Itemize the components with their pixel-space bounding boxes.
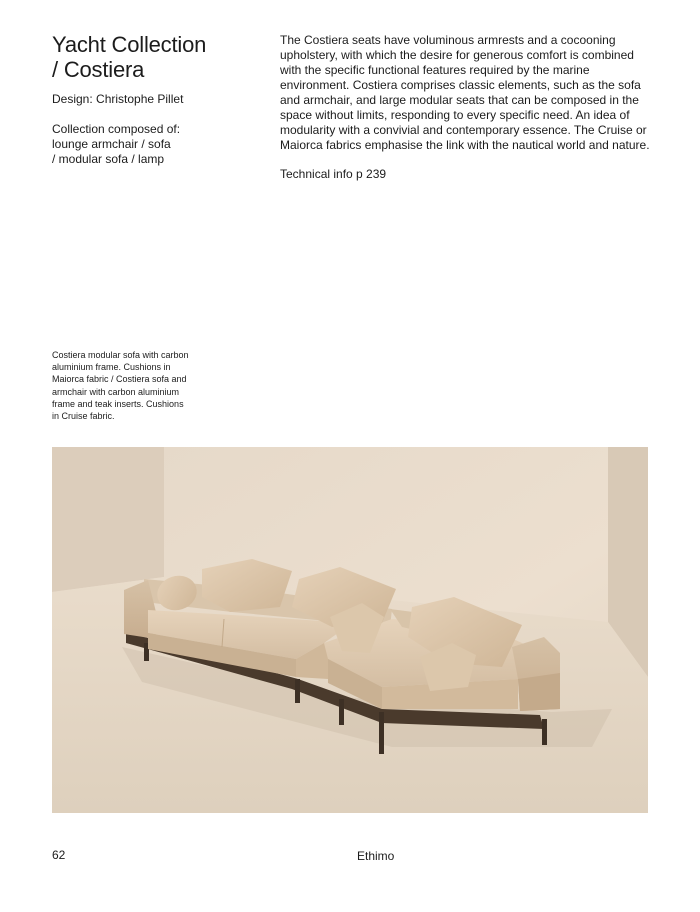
designer-credit: Design: Christophe Pillet <box>52 92 184 106</box>
product-photo <box>52 447 648 813</box>
composition-line-2: lounge armchair / sofa <box>52 137 171 151</box>
photo-caption: Costiera modular sofa with carbon aluminium frame. Cushions in Maiorca fabric / Costiera sofa and armchair with carbon aluminium frame and teak inserts. Cushions in Cruise fabric. <box>52 350 189 422</box>
page-title <box>52 32 252 82</box>
composition-line-3: / modular sofa / lamp <box>52 152 165 166</box>
title-line-2: / Costiera <box>52 57 145 82</box>
collection-composition <box>52 122 232 167</box>
composition-line-1: Collection composed of: <box>52 122 181 136</box>
technical-info-reference: Technical info p 239 <box>280 167 387 181</box>
page-number: 62 <box>52 848 66 862</box>
description-paragraph: The Costiera seats have voluminous armrests and a cocooning upholstery, with which the desire for generous comfort is combined with the specific functional features required by the marine environment. Costiera comprises classic elements, such as the sofa and armchair, and large modular seats that can be composed in the space without limits, responding to every specific need. An idea of modularity with a convivial and contemporary essence. The Cruise or Maiorca fabrics emphasise the link with the nautical world and nature. <box>280 33 650 152</box>
title-line-1: Yacht Collection <box>52 32 207 57</box>
brand-name: Ethimo <box>357 849 395 863</box>
